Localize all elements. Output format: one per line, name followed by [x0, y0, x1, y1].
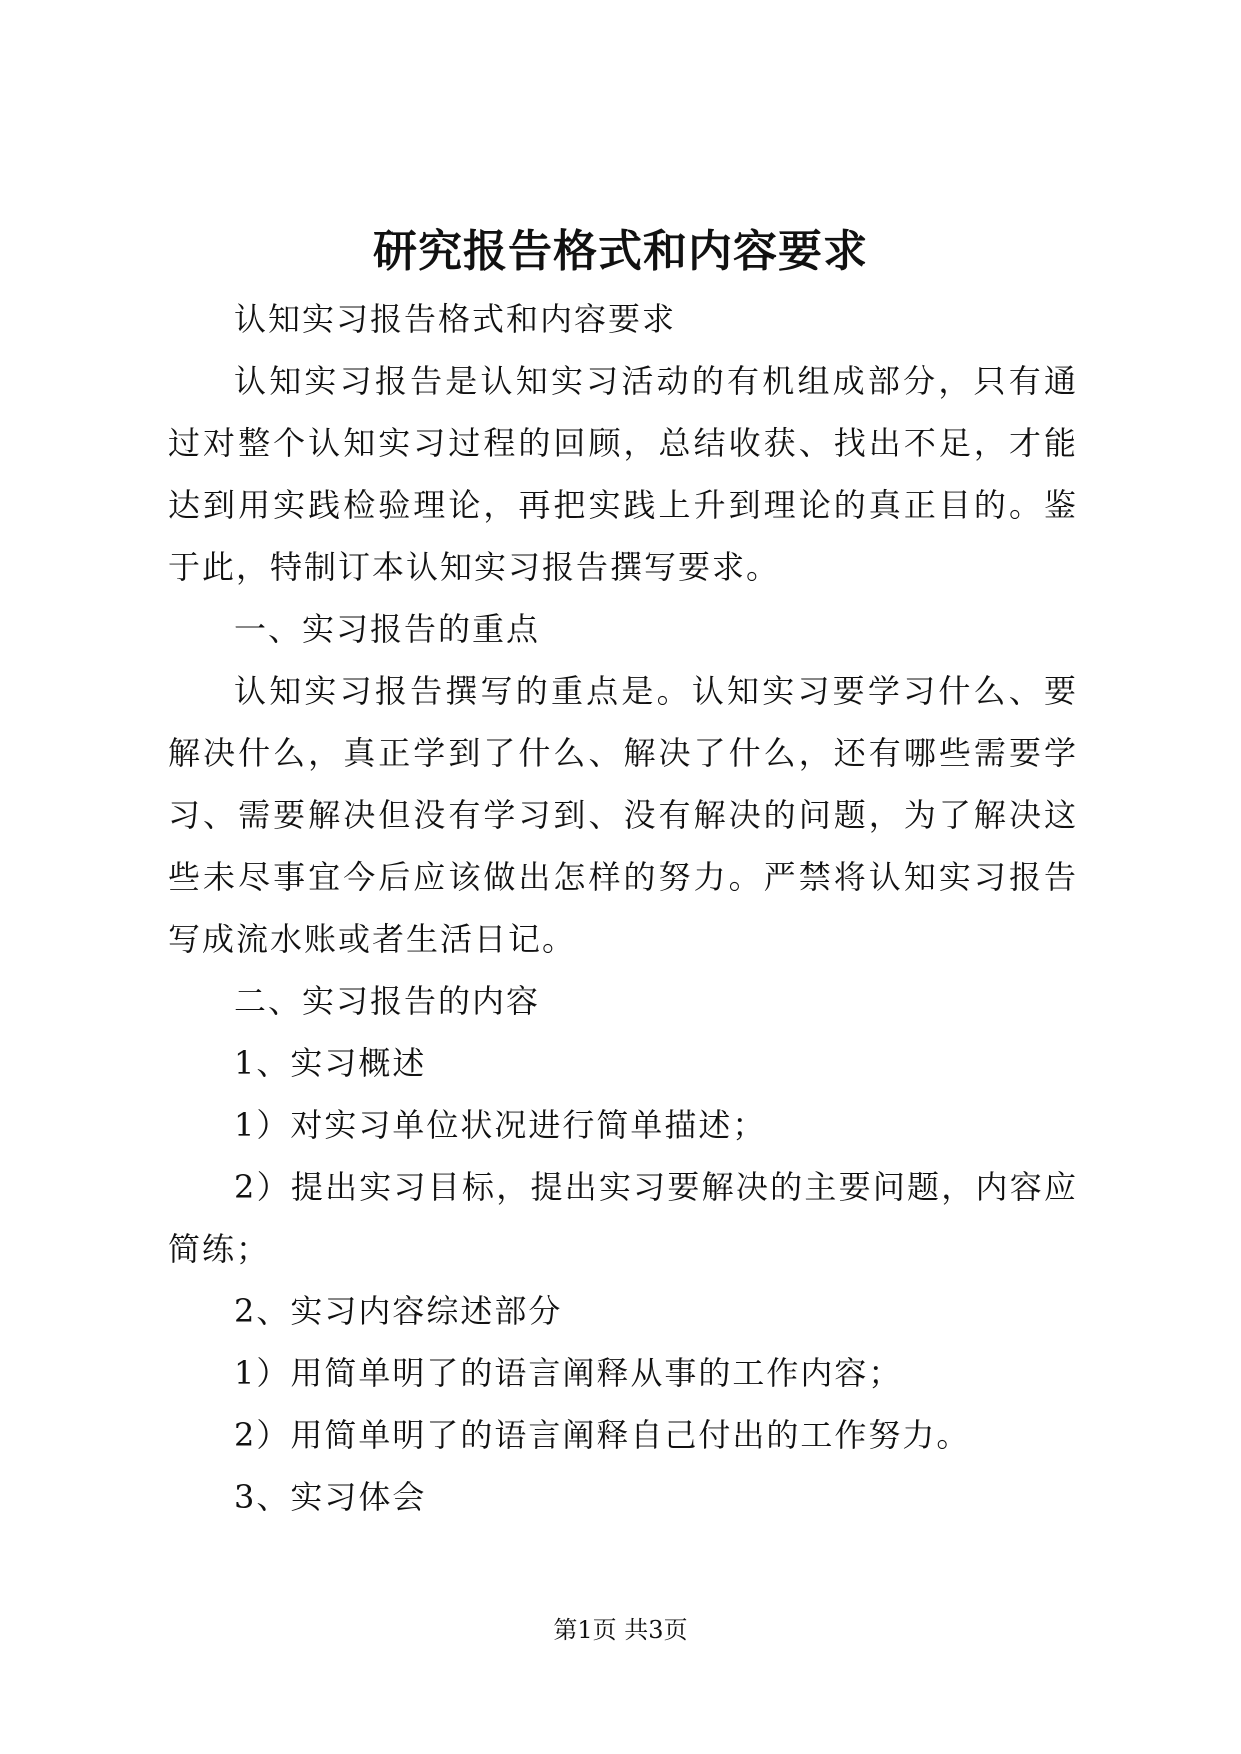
section-heading-focus: 一、实习报告的重点 [234, 610, 541, 648]
paragraph-intro: 认知实习报告是认知实习活动的有机组成部分，只有通过对整个认知实习过程的回顾，总结收获、找出不足，才能达到用实践检验理论，再把实践上升到理论的真正目的。鉴于此，特制订本认知实习报告撰写要求。 [168, 362, 1078, 586]
document-body [168, 288, 1078, 1528]
section-heading-content: 二、实习报告的内容 [234, 982, 541, 1020]
list-item-overview-2: 2）提出实习目标，提出实习要解决的主要问题，内容应简练； [168, 1168, 1078, 1268]
list-item-overview-1: 1）对实习单位状况进行简单描述； [234, 1106, 767, 1144]
list-item-summary-1: 1）用简单明了的语言阐释从事的工作内容； [234, 1354, 903, 1392]
page-footer: 第1页 共3页 [553, 1616, 688, 1644]
paragraph-subtitle: 认知实习报告格式和内容要求 [234, 300, 677, 338]
subheading-experience: 3、实习体会 [234, 1478, 427, 1516]
document-title: 研究报告格式和内容要求 [373, 226, 868, 277]
subheading-overview: 1、实习概述 [234, 1044, 427, 1082]
paragraph-focus: 认知实习报告撰写的重点是。认知实习要学习什么、要解决什么，真正学到了什么、解决了什么，还有哪些需要学习、需要解决但没有学习到、没有解决的问题，为了解决这些未尽事宜今后应该做出怎样的努力。严禁将认知实习报告写成流水账或者生活日记。 [168, 672, 1078, 958]
subheading-summary: 2、实习内容综述部分 [234, 1292, 563, 1330]
list-item-summary-2: 2）用简单明了的语言阐释自己付出的工作努力。 [234, 1416, 971, 1454]
